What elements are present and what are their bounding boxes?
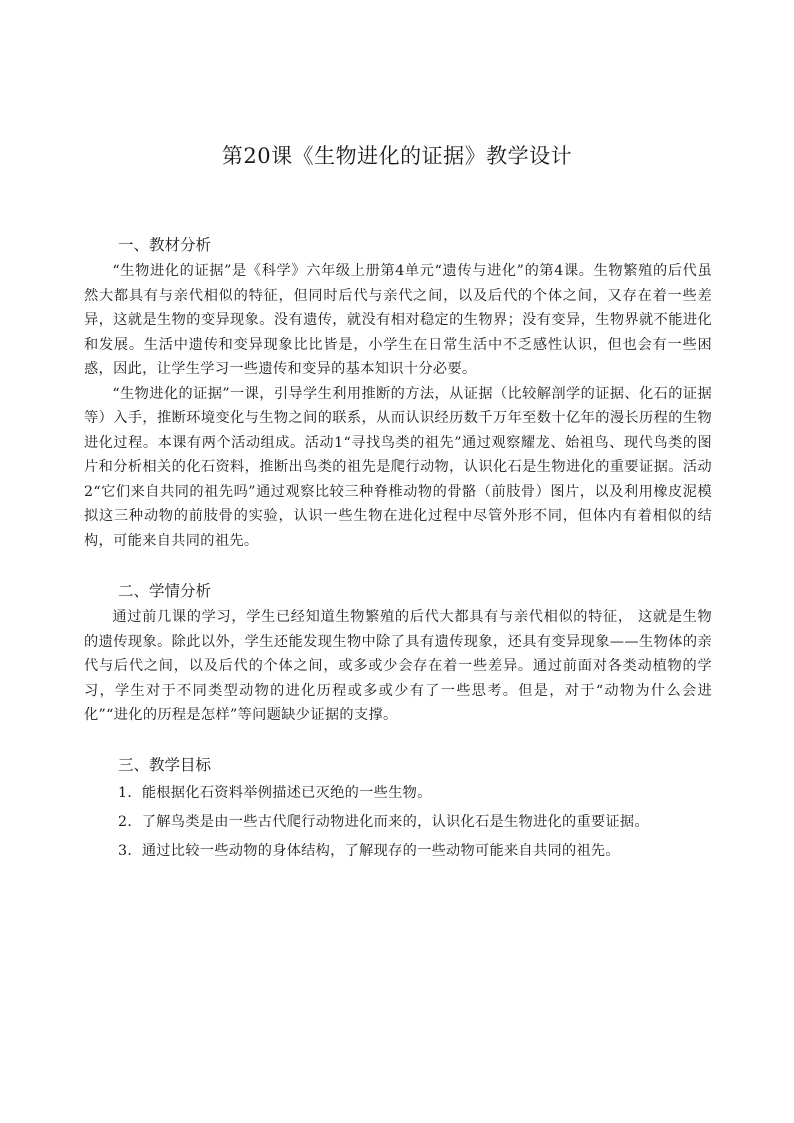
objectives-list (84, 779, 712, 866)
document-body (84, 232, 712, 866)
paragraph: “生物进化的证据”是《科学》六年级上册第4单元“遗传与进化”的第4课。生物繁殖的后代虽然大都具有与亲代相似的特征，但同时后代与亲代之间，以及后代的个体之间，又存在着一些差异，这就是生物的变异现象。没有遗传，就没有相对稳定的生物界；没有变异，生物界就不能进化和发展。生活中遗传和变异现象比比皆是，小学生在日常生活中不乏感性认识，但也会有一些困惑，因此，让学生学习一些遗传和变异的基本知识十分必要。 (84, 263, 712, 377)
list-item: 3．通过比较一些动物的身体结构，了解现存的一些动物可能来自共同的祖先。 (118, 842, 620, 859)
section-teaching-objectives (84, 752, 712, 866)
section-heading: 二、学情分析 (118, 582, 212, 600)
list-item: 2．了解鸟类是由一些古代爬行动物进化而来的，认识化石是生物进化的重要证据。 (118, 813, 649, 830)
section-spacer (84, 553, 712, 578)
section-textbook-analysis (84, 232, 712, 553)
section-spacer (84, 728, 712, 752)
list-item: 1．能根据化石资料举例描述已灭绝的一些生物。 (118, 784, 432, 801)
section-student-analysis (84, 578, 712, 728)
paragraph: “生物进化的证据”一课，引导学生利用推断的方法，从证据（比较解剖学的证据、化石的证据等）入手，推断环境变化与生物之间的联系，从而认识经历数千万年至数十亿年的漫长历程的生物进化过程。本课有两个活动组成。活动1“寻找鸟类的祖先”通过观察耀龙、始祖鸟、现代鸟类的图片和分析相关的化石资料，推断出鸟类的祖先是爬行动物，认识化石是生物进化的重要证据。活动2“它们来自共同的祖先吗”通过观察比较三种脊椎动物的骨骼（前肢骨）图片，以及利用橡皮泥模拟这三种动物的前肢骨的实验，认识一些生物在进化过程中尽管外形不同，但体内有着相似的结构，可能来自共同的祖先。 (84, 385, 712, 549)
section-heading: 三、教学目标 (118, 755, 212, 774)
page-title: 第20课《生物进化的证据》教学设计 (221, 144, 573, 168)
paragraph: 通过前几课的学习，学生已经知道生物繁殖的后代大都具有与亲代相似的特征， 这就是生物的遗传现象。除此以外，学生还能发现生物中除了具有遗传现象，还具有变异现象——生物体的亲代与后代之间，以及后代的个体之间，或多或少会存在着一些差异。通过前面对各类动植物的学习，学生对于不同类型动物的进化历程或多或少有了一些思考。但是，对于“动物为什么会进化”“进化的历程是怎样”等问题缺少证据的支撑。 (84, 609, 712, 723)
section-heading: 一、教材分析 (118, 236, 212, 254)
